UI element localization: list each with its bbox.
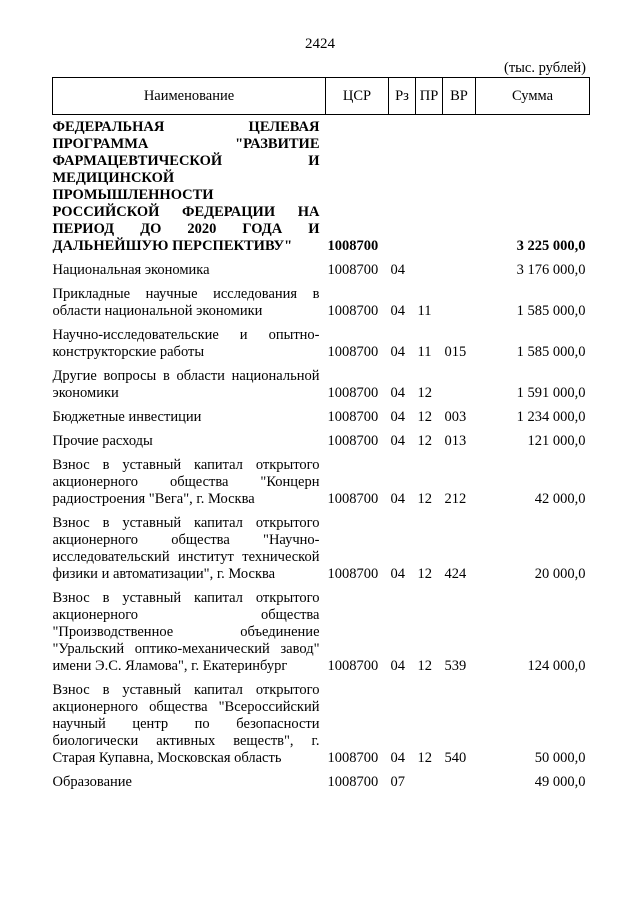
table-row [53, 675, 590, 767]
row-rz: 04 [390, 303, 405, 319]
row-vr: 424 [444, 566, 467, 582]
row-csr: 1008700 [327, 262, 379, 278]
row-csr: 1008700 [327, 566, 379, 582]
row-pr [416, 767, 443, 791]
row-vr: 539 [444, 658, 467, 674]
header-name: Наименование [53, 78, 326, 115]
row-pr: 12 [417, 385, 432, 401]
row-name: Образование [52, 774, 132, 790]
row-name: Научно-исследовательские и опытно-конструкторские работы [52, 327, 320, 360]
row-rz [389, 115, 416, 256]
row-rz: 07 [390, 774, 405, 790]
row-sum: 1 234 000,0 [516, 409, 586, 425]
row-rz: 04 [390, 409, 405, 425]
row-vr: 003 [444, 409, 467, 425]
row-name: Прочие расходы [52, 433, 153, 449]
row-sum: 3 225 000,0 [516, 238, 586, 254]
row-name: ФЕДЕРАЛЬНАЯ ЦЕЛЕВАЯ ПРОГРАММА "РАЗВИТИЕ ФАРМАЦЕВТИЧЕСКОЙ И МЕДИЦИНСКОЙ ПРОМЫШЛЕННОСТИ РОССИЙСКОЙ ФЕДЕРАЦИИ НА ПЕРИОД ДО 2020 ГОДА И ДАЛЬНЕЙШУЮ ПЕРСПЕКТИВУ" [52, 119, 320, 254]
header-rz: Рз [389, 78, 416, 115]
row-sum: 1 585 000,0 [516, 303, 586, 319]
row-vr [443, 255, 476, 279]
table-row [53, 361, 590, 402]
row-rz: 04 [390, 566, 405, 582]
row-csr: 1008700 [327, 344, 379, 360]
row-pr: 12 [417, 433, 432, 449]
row-csr: 1008700 [327, 385, 379, 401]
row-pr: 12 [417, 658, 432, 674]
row-name: Прикладные научные исследования в области национальной экономики [52, 286, 320, 319]
table-row [53, 255, 590, 279]
table-row [53, 767, 590, 791]
row-csr: 1008700 [327, 750, 379, 766]
budget-table [52, 77, 590, 791]
row-sum: 1 591 000,0 [516, 385, 586, 401]
table-row [53, 115, 590, 256]
row-pr: 12 [417, 491, 432, 507]
row-csr: 1008700 [327, 433, 379, 449]
row-csr: 1008700 [327, 658, 379, 674]
row-rz: 04 [390, 491, 405, 507]
row-vr: 015 [444, 344, 467, 360]
row-vr: 212 [444, 491, 467, 507]
row-rz: 04 [390, 433, 405, 449]
row-pr [416, 255, 443, 279]
row-name: Национальная экономика [52, 262, 210, 278]
unit-note: (тыс. рублей) [504, 60, 586, 76]
row-rz: 04 [390, 344, 405, 360]
table-row [53, 583, 590, 675]
table-row [53, 508, 590, 583]
row-pr [416, 115, 443, 256]
row-csr: 1008700 [327, 409, 379, 425]
row-rz: 04 [390, 750, 405, 766]
table-header [53, 78, 590, 115]
row-vr [443, 767, 476, 791]
row-rz: 04 [390, 658, 405, 674]
row-name: Взнос в уставный капитал открытого акционерного общества "Производственное объединение "Уральский оптико-механический завод" имени Э.С. Яламова", г. Екатеринбург [52, 590, 320, 674]
table-body [53, 115, 590, 792]
row-pr: 11 [417, 344, 432, 360]
table-row [53, 279, 590, 320]
row-sum: 49 000,0 [534, 774, 586, 790]
header-pr: ПР [416, 78, 443, 115]
row-name: Другие вопросы в области национальной экономики [52, 368, 320, 401]
row-vr: 540 [444, 750, 467, 766]
table-row [53, 402, 590, 426]
row-name: Взнос в уставный капитал открытого акционерного общества "Научно-исследовательский институт технической физики и автоматизации", г. Москва [52, 515, 320, 582]
row-csr: 1008700 [327, 491, 379, 507]
row-vr [443, 115, 476, 256]
row-vr [443, 279, 476, 320]
row-sum: 121 000,0 [527, 433, 586, 449]
row-vr: 013 [444, 433, 467, 449]
row-rz: 04 [390, 262, 405, 278]
row-pr: 11 [417, 303, 432, 319]
header-csr: ЦСР [326, 78, 389, 115]
row-rz: 04 [390, 385, 405, 401]
table-row [53, 450, 590, 508]
row-pr: 12 [417, 750, 432, 766]
row-sum: 3 176 000,0 [516, 262, 586, 278]
table-row [53, 320, 590, 361]
row-name: Взнос в уставный капитал открытого акционерного общества "Концерн радиостроения "Вега", г. Москва [52, 457, 320, 507]
page-number: 2424 [305, 36, 335, 52]
header-sum: Сумма [476, 78, 590, 115]
header-vr: ВР [443, 78, 476, 115]
row-name: Взнос в уставный капитал открытого акционерного общества "Всероссийский научный центр по безопасности биологически активных веществ", г. Старая Купавна, Московская область [52, 682, 320, 766]
row-vr [443, 361, 476, 402]
row-sum: 20 000,0 [534, 566, 586, 582]
table-row [53, 426, 590, 450]
row-name: Бюджетные инвестиции [52, 409, 202, 425]
row-sum: 1 585 000,0 [516, 344, 586, 360]
row-csr: 1008700 [327, 303, 379, 319]
row-csr: 1008700 [327, 238, 379, 254]
row-csr: 1008700 [327, 774, 379, 790]
row-pr: 12 [417, 566, 432, 582]
row-sum: 50 000,0 [534, 750, 586, 766]
row-pr: 12 [417, 409, 432, 425]
row-sum: 124 000,0 [527, 658, 586, 674]
row-sum: 42 000,0 [534, 491, 586, 507]
